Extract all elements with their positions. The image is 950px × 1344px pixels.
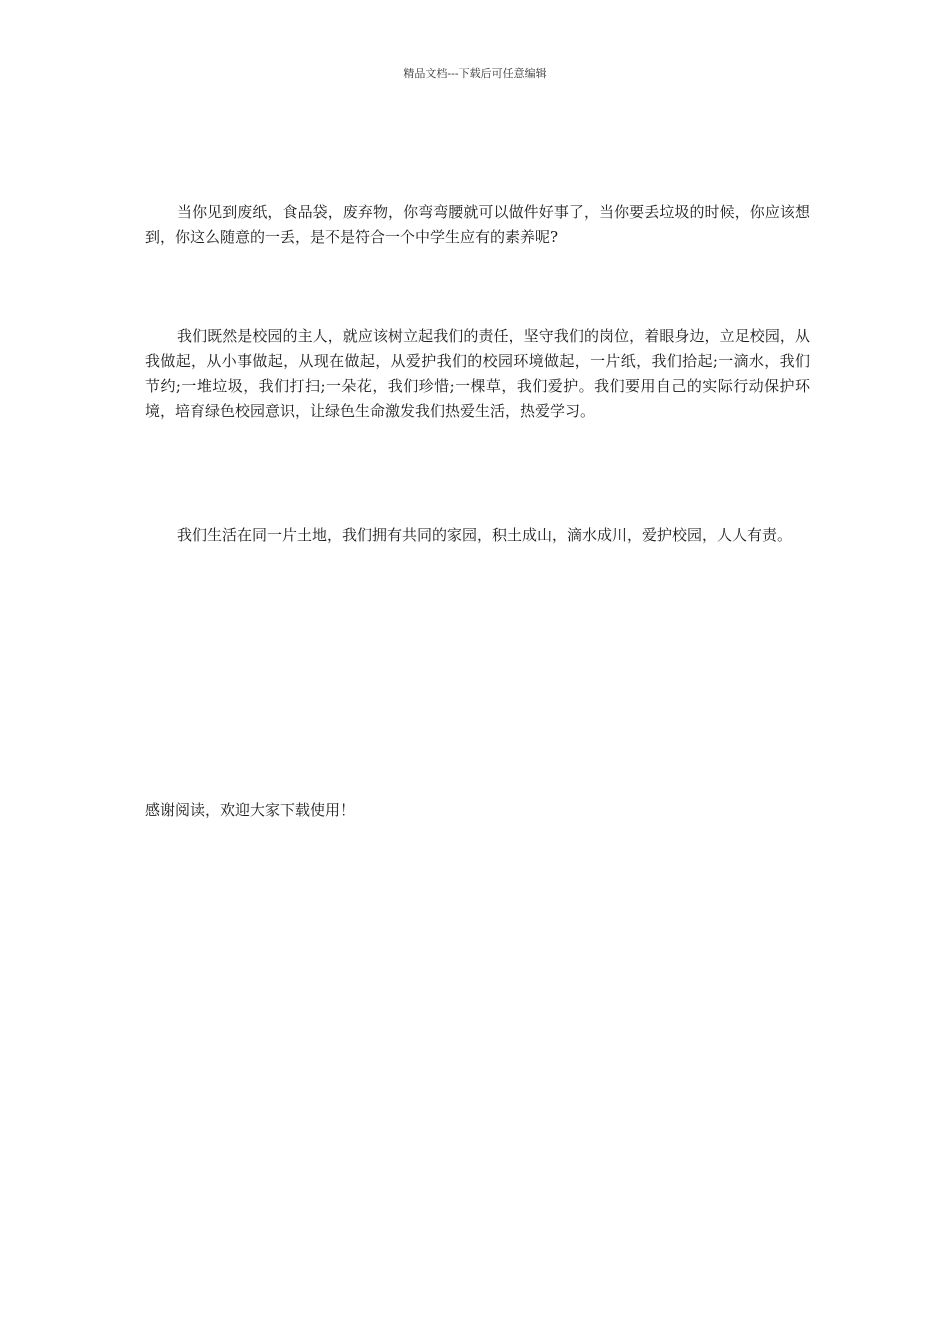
- body-paragraph-2: 我们既然是校园的主人，就应该树立起我们的责任，坚守我们的岗位，着眼身边，立足校园，从我做起，从小事做起，从现在做起，从爱护我们的校园环境做起，一片纸，我们拾起;一滴水，我们节约;一堆垃圾，我们打扫;一朵花，我们珍惜;一棵草，我们爱护。我们要用自己的实际行动保护环境，培育绿色校园意识，让绿色生命激发我们热爱生活，热爱学习。: [145, 327, 810, 420]
- closing-note: 感谢阅读，欢迎大家下载使用！: [145, 801, 356, 819]
- body-paragraph-3: 我们生活在同一片土地，我们拥有共同的家园，积土成山，滴水成川，爱护校园，人人有责。: [177, 526, 793, 544]
- page-header: 精品文档---下载后可任意编辑: [403, 67, 547, 80]
- body-paragraph-1: 当你见到废纸，食品袋，废弃物，你弯弯腰就可以做件好事了，当你要丢垃圾的时候，你应该想到，你这么随意的一丢，是不是符合一个中学生应有的素养呢?: [145, 203, 810, 246]
